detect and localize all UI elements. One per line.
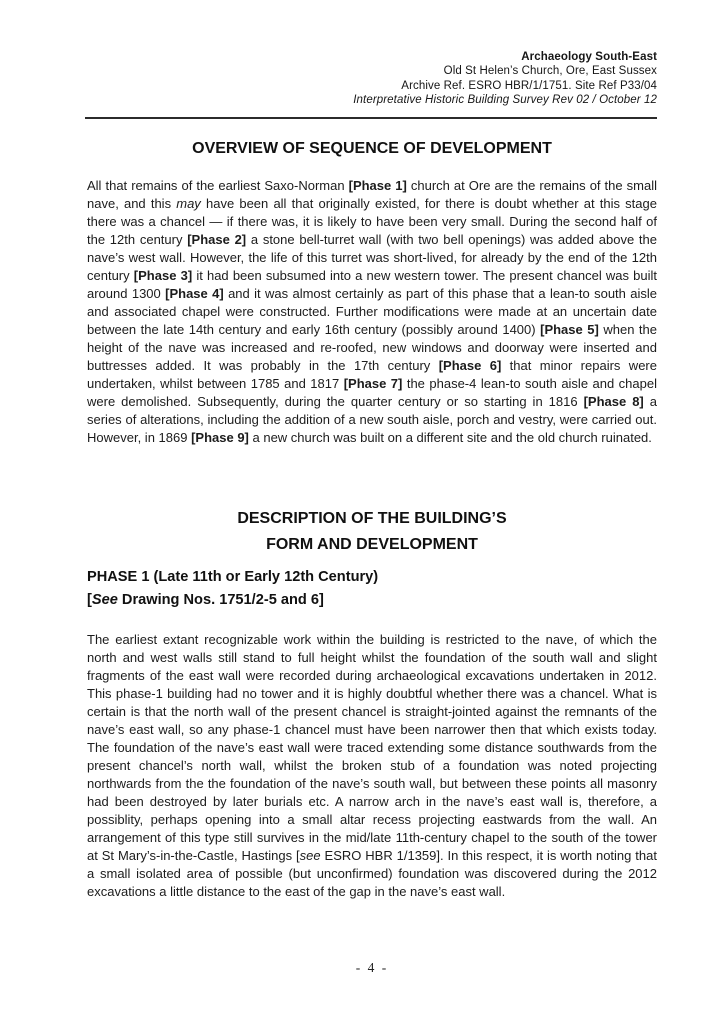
heading-phase1-title: PHASE 1 (Late 11th or Early 12th Century) — [87, 568, 379, 585]
survey-title: Interpretative Historic Building Survey Rev 02 / October 12 — [353, 94, 657, 107]
heading-phase1 — [87, 566, 657, 612]
paragraph-phase1: The earliest extant recognizable work within the building is restricted to the nave, of which the north and west walls still stand to full height whilst the foundation of the south wall and slight fragments of the east wall were recorded during archaeological excavations undertaken in 2012. This phase-1 building had no tower and it is highly doubtful whether there was a chancel. What is certain is that the north wall of the present chancel is straight-jointed against the remnants of the nave’s east wall, so any phase-1 chancel must have been narrower then that which exists today. The foundation of the nave’s east wall were traced extending some distance southwards from the present chancel’s north wall, whilst the broken stub of a foundation was noted projecting northwards from the the foundation of the nave’s south wall, but between these points all masonry had been destroyed by later burials etc. A narrow arch in the nave’s east wall is, therefore, a possiblity, perhaps opening into a small altar recess projecting eastwards from the wall. An arrangement of this type still survives in the mid/late 11th-century chapel to the south of the tower at St Mary’s-in-the-Castle, Hastings [see ESRO HBR 1/1359]. In this respect, it is worth noting that a small isolated area of possible (but unconfirmed) foundation was discovered during the 2012 excavations a little distance to the east of the gap in the nave’s east wall. — [87, 631, 657, 899]
heading-phase1-drawings: [See Drawing Nos. 1751/2-5 and 6] — [87, 591, 324, 608]
heading-description — [87, 506, 657, 558]
paragraph-overview: All that remains of the earliest Saxo-Norman [Phase 1] church at Ore are the remains of the small nave, and this may have been all that originally existed, for there is doubt whether at this stage there was a chancel — if there was, it is likely to have been very small. During the second half of the 12th century [Phase 2] a stone bell-turret wall (with two bell openings) was added above the nave’s west wall. However, the life of this turret was short-lived, for already by the end of the 12th century [Phase 3] it had been subsumed into a new western tower. The present chancel was built around 1300 [Phase 4] and it was almost certainly as part of this phase that a lean-to south aisle and associated chapel were constructed. Further modifications were made at an uncertain date between the late 14th century and early 16th century (possibly around 1400) [Phase 5] when the height of the nave was increased and re-roofed, new windows and doorway were inserted and buttresses added. It was probably in the 17th century [Phase 6] that minor repairs were undertaken, whilst between 1785 and 1817 [Phase 7] the phase-4 lean-to south aisle and chapel were demolished. Subsequently, during the quarter century or so starting in 1816 [Phase 8] a series of alterations, including the addition of a new south aisle, porch and vestry, were carried out. However, in 1869 [Phase 9] a new church was built on a different site and the old church ruinated. — [87, 177, 658, 445]
archive-reference: Archive Ref. ESRO HBR/1/1751. Site Ref P33/04 — [401, 79, 657, 92]
organisation-name: Archaeology South-East — [521, 51, 657, 63]
heading-description-line2: FORM AND DEVELOPMENT — [266, 535, 478, 553]
header-divider — [85, 117, 657, 119]
heading-overview: OVERVIEW OF SEQUENCE OF DEVELOPMENT — [192, 139, 552, 157]
heading-description-line1: DESCRIPTION OF THE BUILDING’S — [237, 509, 507, 527]
document-header — [87, 50, 657, 108]
site-name: Old St Helen’s Church, Ore, East Sussex — [443, 65, 657, 78]
page-number: - 4 - — [355, 960, 389, 975]
